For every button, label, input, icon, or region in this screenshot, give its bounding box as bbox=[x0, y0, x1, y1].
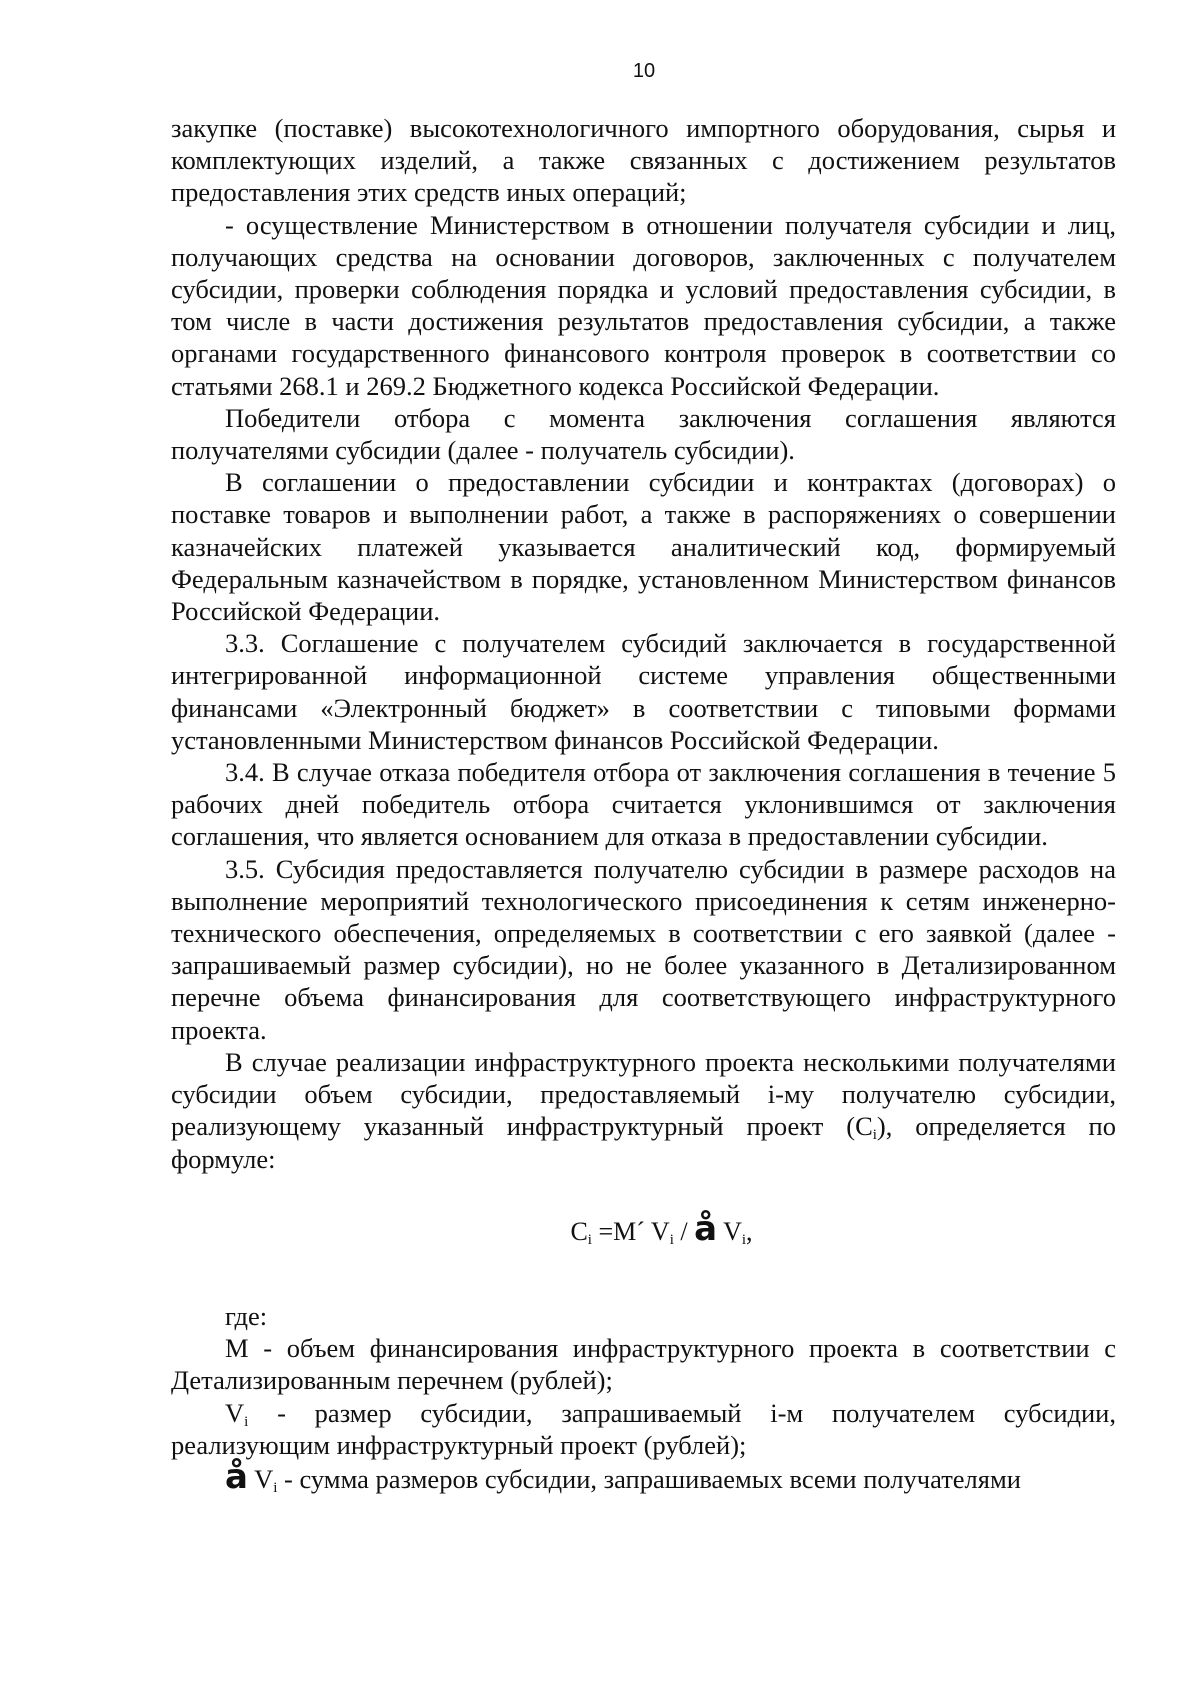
sum-v-symbol: V bbox=[247, 1463, 274, 1494]
sum-symbol: å bbox=[694, 1208, 718, 1249]
vi-subscript: i bbox=[244, 1413, 249, 1430]
formula-intro-text: В случае реализации инфраструктурного проекта несколькими получателями субсидии объем субсидии, предоставляемый i-му получателю субсидии, реализующему указанный инфраструктурный проект (C bbox=[171, 1046, 1116, 1142]
sum-v-subscript: i bbox=[273, 1479, 278, 1496]
where-label: где: bbox=[225, 1300, 268, 1331]
document-body bbox=[171, 112, 1116, 1495]
formula-division: / bbox=[673, 1216, 695, 1246]
paragraph: В соглашении о предоставлении субсидии и контрактах (договорах) о поставке товаров и выполнении работ, а также в распоряжениях о совершении казначейских платежей указывается аналитический код, формируемый Федеральным казначейством в порядке, установленном Министерством финансов Российской Федерации. bbox=[171, 467, 1116, 627]
paragraph-3-4: 3.4. В случае отказа победителя отбора от заключения соглашения в течение 5 рабочих дней победитель отбора считается уклонившимся от заключения соглашения, что является основанием для отказа в предоставлении субсидии. bbox=[171, 757, 1116, 852]
definition-sum bbox=[171, 1456, 1116, 1497]
vi-symbol: V bbox=[225, 1397, 245, 1428]
formula bbox=[171, 1208, 1116, 1249]
vi-definition-text: - размер субсидии, запрашиваемый i-м получателем субсидии, реализующим инфраструктурный проект (рублей); bbox=[171, 1397, 1116, 1460]
formula-c: C bbox=[570, 1216, 588, 1246]
formula-end: , bbox=[746, 1216, 753, 1246]
formula-intro-tail: ), определяется по формуле: bbox=[171, 1111, 1116, 1174]
sum-symbol: å bbox=[225, 1456, 248, 1497]
page-number: 10 bbox=[632, 60, 656, 82]
definition-m: М - объем финансирования инфраструктурного проекта в соответствии с Детализированным перечнем (рублей); bbox=[171, 1333, 1116, 1396]
sum-definition-text: - сумма размеров субсидии, запрашиваемых всеми получателями bbox=[277, 1463, 1021, 1494]
formula-c-subscript: i bbox=[587, 1231, 592, 1248]
paragraph-3-3: 3.3. Соглашение с получателем субсидий заключается в государственной интегрированной информационной системе управления общественными финансами «Электронный бюджет» в соответствии с типовыми формами установленными Министерством финансов Российской Федерации. bbox=[171, 628, 1116, 755]
formula-v-sum-subscript: i bbox=[741, 1231, 747, 1248]
formula-v-subscript: i bbox=[669, 1231, 674, 1248]
paragraph: закупке (поставке) высокотехнологичного импортного оборудования, сырья и комплектующих изделий, а также связанных с достижением результатов предоставления этих средств иных операций; bbox=[171, 113, 1116, 208]
formula-intro-subscript: i bbox=[872, 1127, 877, 1144]
paragraph-3-5: 3.5. Субсидия предоставляется получателю субсидии в размере расходов на выполнение мероприятий технологического присоединения к сетям инженерно-технического обеспечения, определяемых в соответствии с его заявкой (далее - запрашиваемый размер субсидии), но не более указанного в Детализированном перечне объема финансирования для соответствующего инфраструктурного проекта. bbox=[171, 853, 1116, 1045]
definition-vi bbox=[171, 1397, 1116, 1461]
paragraph: Победители отбора с момента заключения соглашения являются получателями субсидии (далее - получатель субсидии). bbox=[171, 402, 1116, 466]
formula-intro-paragraph bbox=[171, 1046, 1116, 1175]
formula-v-sum: V bbox=[717, 1216, 742, 1246]
formula-m-times-v: =M´ V bbox=[591, 1216, 670, 1246]
paragraph: - осуществление Министерством в отношении получателя субсидии и лиц, получающих средства на основании договоров, заключенных с получателем субсидии, проверки соблюдения порядка и условий предоставления субсидии, в том числе в части достижения результатов предоставления субсидии, а также органами государственного финансового контроля проверок в соответствии со статьями 268.1 и 269.2 Бюджетного кодекса Российской Федерации. bbox=[171, 209, 1116, 401]
